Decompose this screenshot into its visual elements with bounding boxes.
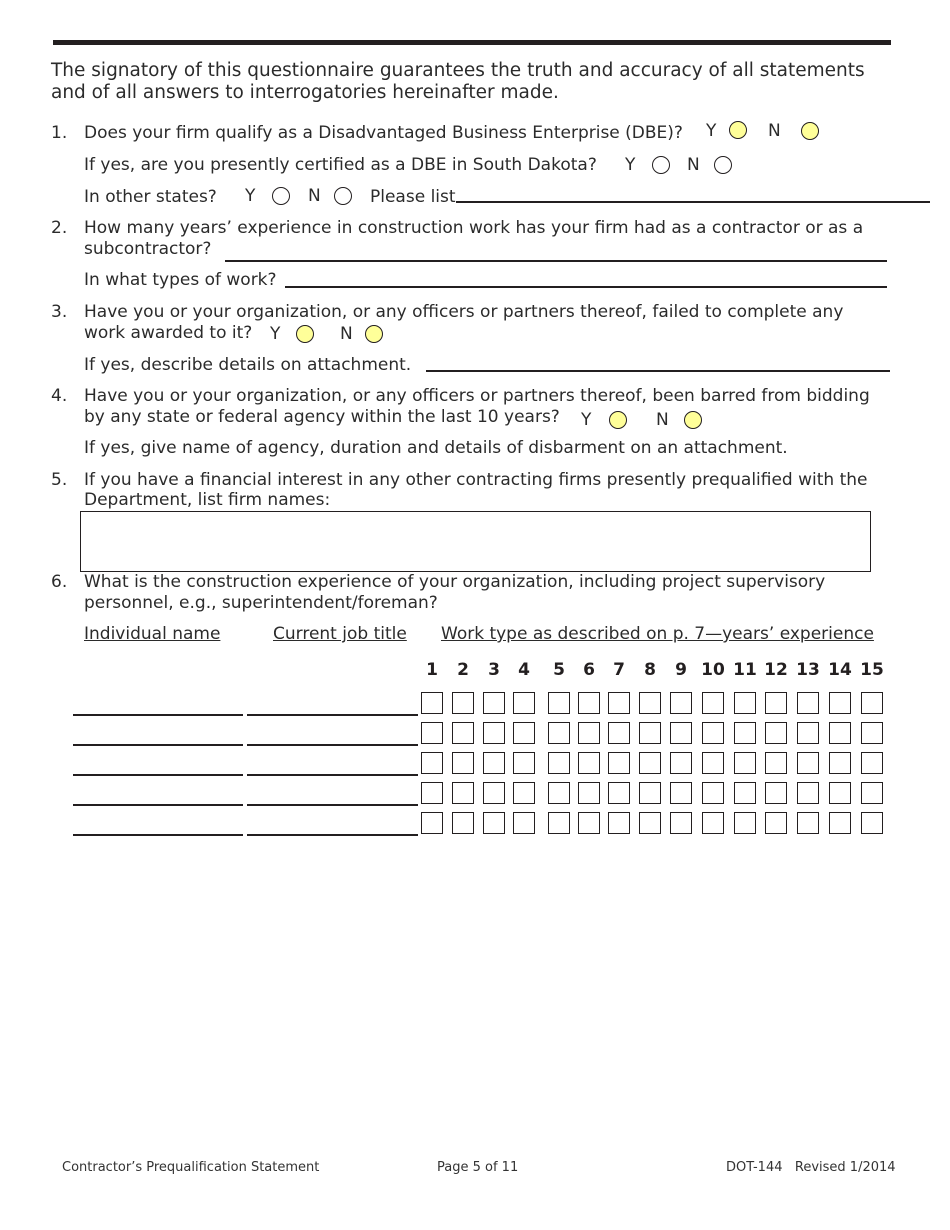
- q6-experience-checkbox[interactable]: [421, 692, 443, 714]
- q6-experience-checkbox[interactable]: [548, 812, 570, 834]
- q6-experience-checkbox[interactable]: [483, 782, 505, 804]
- q6-experience-checkbox[interactable]: [797, 782, 819, 804]
- q6-experience-checkbox[interactable]: [421, 722, 443, 744]
- q6-experience-checkbox[interactable]: [639, 692, 661, 714]
- q6-row-job-title-input-line[interactable]: [247, 834, 418, 836]
- q6-experience-checkbox[interactable]: [452, 752, 474, 774]
- q6-header-individual-name: Individual name: [84, 624, 221, 644]
- q6-row-job-title-input-line[interactable]: [247, 744, 418, 746]
- q6-experience-checkbox[interactable]: [765, 722, 787, 744]
- q6-experience-checkbox[interactable]: [513, 752, 535, 774]
- q6-experience-checkbox[interactable]: [421, 752, 443, 774]
- q6-experience-checkbox[interactable]: [702, 782, 724, 804]
- q6-experience-checkbox[interactable]: [578, 812, 600, 834]
- q6-column-number: 2: [457, 660, 469, 680]
- q6-column-number: 1: [426, 660, 438, 680]
- q6-experience-checkbox[interactable]: [452, 812, 474, 834]
- q1-sub2-no-radio[interactable]: [334, 187, 352, 205]
- q6-experience-checkbox[interactable]: [548, 782, 570, 804]
- q6-row-name-input-line[interactable]: [73, 774, 243, 776]
- q6-experience-checkbox[interactable]: [734, 812, 756, 834]
- q4-yes-radio[interactable]: [609, 411, 627, 429]
- q1-sub2-no-label: N: [308, 186, 321, 206]
- q6-row-job-title-input-line[interactable]: [247, 774, 418, 776]
- q6-experience-checkbox[interactable]: [483, 722, 505, 744]
- q5-line1: If you have a financial interest in any other contracting firms presently prequalified with the: [84, 470, 868, 490]
- q2-line2: subcontractor?: [84, 239, 212, 259]
- q6-experience-checkbox[interactable]: [578, 752, 600, 774]
- q3-yes-label: Y: [270, 324, 281, 344]
- q6-line1: What is the construction experience of your organization, including project supervisory: [84, 572, 826, 592]
- q6-experience-checkbox[interactable]: [608, 752, 630, 774]
- q6-experience-checkbox[interactable]: [608, 812, 630, 834]
- q4-line2: by any state or federal agency within the last 10 years?: [84, 407, 560, 427]
- q6-experience-checkbox[interactable]: [829, 752, 851, 774]
- q6-experience-checkbox[interactable]: [639, 812, 661, 834]
- q1-sub1-text: If yes, are you presently certified as a DBE in South Dakota?: [84, 155, 597, 175]
- q6-experience-checkbox[interactable]: [608, 722, 630, 744]
- q6-experience-checkbox[interactable]: [702, 692, 724, 714]
- q6-experience-checkbox[interactable]: [452, 782, 474, 804]
- q6-experience-checkbox[interactable]: [829, 692, 851, 714]
- q6-line2: personnel, e.g., superintendent/foreman?: [84, 593, 438, 613]
- q6-column-number: 6: [583, 660, 595, 680]
- q6-experience-checkbox[interactable]: [734, 692, 756, 714]
- q5-firm-names-textbox[interactable]: [80, 511, 871, 572]
- q6-column-number: 8: [644, 660, 656, 680]
- q6-experience-checkbox[interactable]: [578, 722, 600, 744]
- q1-sub1-yes-radio[interactable]: [652, 156, 670, 174]
- q6-column-number: 12: [764, 660, 788, 680]
- q6-experience-checkbox[interactable]: [513, 722, 535, 744]
- q6-row-job-title-input-line[interactable]: [247, 804, 418, 806]
- intro-text: The signatory of this questionnaire guarantees the truth and accuracy of all statements and of all answers to interrogatories hereinafter made.: [51, 60, 865, 103]
- q1-number: 1.: [51, 123, 68, 143]
- q6-experience-checkbox[interactable]: [765, 782, 787, 804]
- q3-line1: Have you or your organization, or any officers or partners thereof, failed to complete any: [84, 302, 844, 322]
- q3-sub-text: If yes, describe details on attachment.: [84, 355, 412, 375]
- q5-number: 5.: [51, 470, 68, 490]
- q1-no-radio[interactable]: [801, 122, 819, 140]
- q6-experience-checkbox[interactable]: [548, 752, 570, 774]
- q6-experience-checkbox[interactable]: [483, 692, 505, 714]
- q2-line1: How many years’ experience in construction work has your firm had as a contractor or as a: [84, 218, 864, 238]
- q4-yes-label: Y: [581, 410, 592, 430]
- q2-sub-text: In what types of work?: [84, 270, 277, 290]
- footer-form-id: DOT-144 Revised 1/2014: [726, 1160, 896, 1175]
- q6-experience-checkbox[interactable]: [513, 692, 535, 714]
- q3-yes-radio[interactable]: [296, 325, 314, 343]
- q6-row-name-input-line[interactable]: [73, 804, 243, 806]
- q6-row-name-input-line[interactable]: [73, 834, 243, 836]
- q4-no-radio[interactable]: [684, 411, 702, 429]
- q6-experience-checkbox[interactable]: [765, 692, 787, 714]
- q6-experience-checkbox[interactable]: [734, 782, 756, 804]
- q6-column-number: 4: [518, 660, 530, 680]
- q1-yes-radio[interactable]: [729, 121, 747, 139]
- q6-experience-checkbox[interactable]: [861, 722, 883, 744]
- q6-column-number: 13: [796, 660, 820, 680]
- q1-no-label: N: [768, 121, 781, 141]
- top-rule: [53, 40, 891, 45]
- q6-row-name-input-line[interactable]: [73, 714, 243, 716]
- q6-experience-checkbox[interactable]: [702, 752, 724, 774]
- q1-sub1-yes-label: Y: [625, 155, 636, 175]
- q2-work-types-input-line[interactable]: [285, 286, 887, 288]
- q6-column-number: 15: [860, 660, 884, 680]
- q6-experience-checkbox[interactable]: [670, 692, 692, 714]
- q6-experience-checkbox[interactable]: [483, 752, 505, 774]
- q6-experience-checkbox[interactable]: [578, 782, 600, 804]
- q1-sub2-list-label: Please list: [370, 187, 456, 207]
- q6-experience-checkbox[interactable]: [734, 722, 756, 744]
- q6-experience-checkbox[interactable]: [797, 812, 819, 834]
- q6-number: 6.: [51, 572, 68, 592]
- q6-experience-checkbox[interactable]: [513, 812, 535, 834]
- q6-column-number: 14: [828, 660, 852, 680]
- q6-column-number: 9: [675, 660, 687, 680]
- q3-details-input-line[interactable]: [426, 370, 890, 372]
- q6-experience-checkbox[interactable]: [608, 692, 630, 714]
- q6-experience-checkbox[interactable]: [452, 722, 474, 744]
- q6-experience-checkbox[interactable]: [483, 812, 505, 834]
- q1-sub1-no-label: N: [687, 155, 700, 175]
- q6-experience-checkbox[interactable]: [765, 812, 787, 834]
- q6-experience-checkbox[interactable]: [861, 782, 883, 804]
- q6-experience-checkbox[interactable]: [797, 692, 819, 714]
- q6-experience-checkbox[interactable]: [670, 722, 692, 744]
- q6-experience-checkbox[interactable]: [670, 782, 692, 804]
- q6-experience-checkbox[interactable]: [861, 812, 883, 834]
- q6-experience-checkbox[interactable]: [702, 812, 724, 834]
- q6-experience-checkbox[interactable]: [639, 782, 661, 804]
- q6-experience-checkbox[interactable]: [670, 812, 692, 834]
- q6-experience-checkbox[interactable]: [829, 722, 851, 744]
- q1-states-input-line[interactable]: [456, 201, 930, 203]
- q6-experience-checkbox[interactable]: [797, 752, 819, 774]
- q6-experience-checkbox[interactable]: [765, 752, 787, 774]
- q3-no-label: N: [340, 324, 353, 344]
- q4-sub-text: If yes, give name of agency, duration and details of disbarment on an attachment.: [84, 438, 788, 458]
- q6-column-number: 10: [701, 660, 725, 680]
- q6-experience-checkbox[interactable]: [608, 782, 630, 804]
- q6-experience-checkbox[interactable]: [452, 692, 474, 714]
- q6-experience-checkbox[interactable]: [578, 692, 600, 714]
- q1-sub2-text: In other states?: [84, 187, 217, 207]
- q3-line2: work awarded to it?: [84, 323, 253, 343]
- q1-yes-label: Y: [706, 121, 717, 141]
- q6-row-job-title-input-line[interactable]: [247, 714, 418, 716]
- q6-experience-checkbox[interactable]: [670, 752, 692, 774]
- q6-header-work-type: Work type as described on p. 7—years’ experience: [441, 624, 874, 644]
- q6-header-current-job-title: Current job title: [273, 624, 407, 644]
- q6-experience-checkbox[interactable]: [513, 782, 535, 804]
- q6-row-name-input-line[interactable]: [73, 744, 243, 746]
- q4-no-label: N: [656, 410, 669, 430]
- footer-page-number: Page 5 of 11: [437, 1160, 519, 1175]
- footer-left: Contractor’s Prequalification Statement: [62, 1160, 320, 1175]
- q6-experience-checkbox[interactable]: [421, 812, 443, 834]
- q6-experience-checkbox[interactable]: [861, 752, 883, 774]
- q6-column-number: 3: [488, 660, 500, 680]
- q6-experience-checkbox[interactable]: [702, 722, 724, 744]
- q1-sub1-no-radio[interactable]: [714, 156, 732, 174]
- q6-experience-checkbox[interactable]: [797, 722, 819, 744]
- q6-column-number: 7: [613, 660, 625, 680]
- q6-experience-checkbox[interactable]: [548, 722, 570, 744]
- q6-experience-checkbox[interactable]: [639, 722, 661, 744]
- q4-line1: Have you or your organization, or any officers or partners thereof, been barred from bidding: [84, 386, 870, 406]
- q1-text: Does your firm qualify as a Disadvantaged Business Enterprise (DBE)?: [84, 123, 683, 143]
- q6-column-number: 5: [553, 660, 565, 680]
- q5-line2: Department, list firm names:: [84, 490, 331, 510]
- q4-number: 4.: [51, 386, 68, 406]
- q2-years-input-line[interactable]: [225, 260, 887, 262]
- q1-sub2-yes-radio[interactable]: [272, 187, 290, 205]
- q2-number: 2.: [51, 218, 68, 238]
- q3-no-radio[interactable]: [365, 325, 383, 343]
- q3-number: 3.: [51, 302, 68, 322]
- q6-experience-checkbox[interactable]: [734, 752, 756, 774]
- q6-experience-checkbox[interactable]: [861, 692, 883, 714]
- q6-experience-checkbox[interactable]: [639, 752, 661, 774]
- q6-experience-checkbox[interactable]: [829, 812, 851, 834]
- q6-experience-checkbox[interactable]: [829, 782, 851, 804]
- q6-experience-checkbox[interactable]: [548, 692, 570, 714]
- q1-sub2-yes-label: Y: [245, 186, 256, 206]
- q6-column-number: 11: [733, 660, 757, 680]
- q6-experience-checkbox[interactable]: [421, 782, 443, 804]
